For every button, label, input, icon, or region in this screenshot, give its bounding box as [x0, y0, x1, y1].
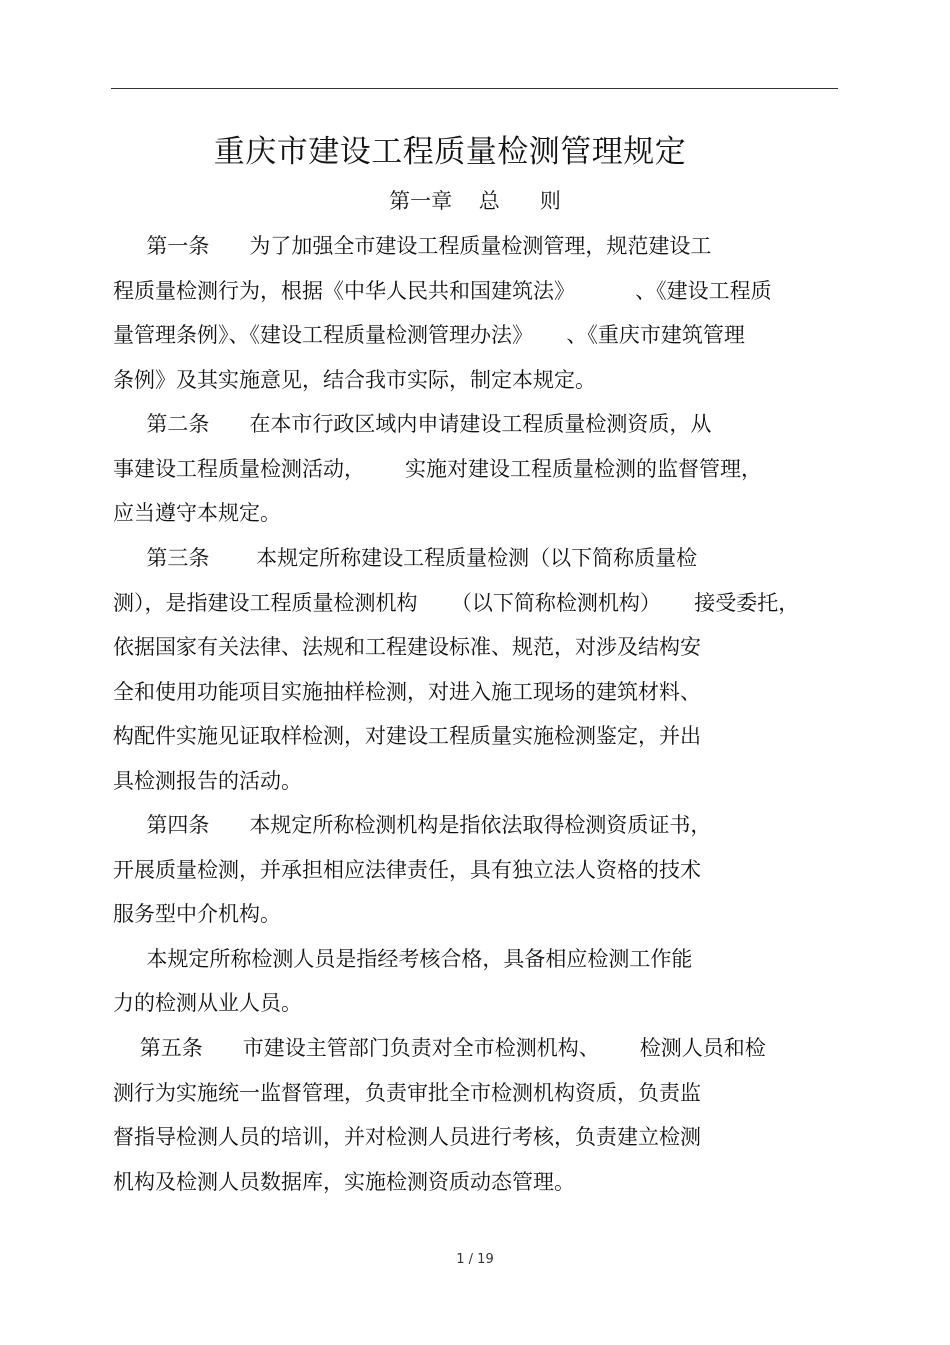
body-line: 构配件实施见证取样检测，对建设工程质量实施检测鉴定，并出 [113, 724, 701, 748]
body-line: 第一条 为了加强全市建设工程质量检测管理，规范建设工 [113, 234, 712, 258]
body-line: 力的检测从业人员。 [113, 991, 302, 1015]
body-line: 服务型中介机构。 [113, 902, 281, 926]
body-line: 应当遵守本规定。 [113, 501, 281, 525]
body-line: 程质量检测行为，根据《中华人民共和国建筑法》 、《建设工程质 [113, 279, 772, 303]
body-line: 测），是指建设工程质量检测机构 （以下简称检测机构） 接受委托， [113, 591, 800, 615]
body-line: 全和使用功能项目实施抽样检测，对进入施工现场的建筑材料、 [113, 680, 701, 704]
body-line: 开展质量检测，并承担相应法律责任，具有独立法人资格的技术 [113, 858, 701, 882]
body-line: 第四条 本规定所称检测机构是指依法取得检测资质证书， [113, 813, 712, 837]
chapter-heading: 第一章 总 则 [389, 189, 561, 213]
body-line: 第五条 市建设主管部门负责对全市检测机构、 检测人员和检 [113, 1036, 766, 1060]
body-line: 条例》及其实施意见，结合我市实际，制定本规定。 [113, 368, 596, 392]
body-line: 机构及检测人员数据库，实施检测资质动态管理。 [113, 1170, 575, 1194]
body-line: 具检测报告的活动。 [113, 769, 302, 793]
body-line: 第三条 本规定所称建设工程质量检测（以下简称质量检 [113, 546, 698, 570]
body-line: 督指导检测人员的培训，并对检测人员进行考核，负责建立检测 [113, 1125, 701, 1149]
body-line: 第二条 在本市行政区域内申请建设工程质量检测资质，从 [113, 412, 712, 436]
body-line: 量管理条例》、《建设工程质量检测管理办法》 、《重庆市建筑管理 [113, 323, 745, 347]
body-line: 事建设工程质量检测活动， 实施对建设工程质量检测的监督管理， [113, 457, 763, 481]
body-line: 测行为实施统一监督管理，负责审批全市检测机构资质，负责监 [113, 1081, 701, 1105]
body-line: 依据国家有关法律、法规和工程建设标准、规范，对涉及结构安 [113, 635, 701, 659]
page-number: 1 / 19 [456, 1252, 494, 1267]
header-rule [111, 88, 838, 89]
body-line: 本规定所称检测人员是指经考核合格，具备相应检测工作能 [113, 947, 693, 971]
document-title: 重庆市建设工程质量检测管理规定 [213, 134, 687, 170]
